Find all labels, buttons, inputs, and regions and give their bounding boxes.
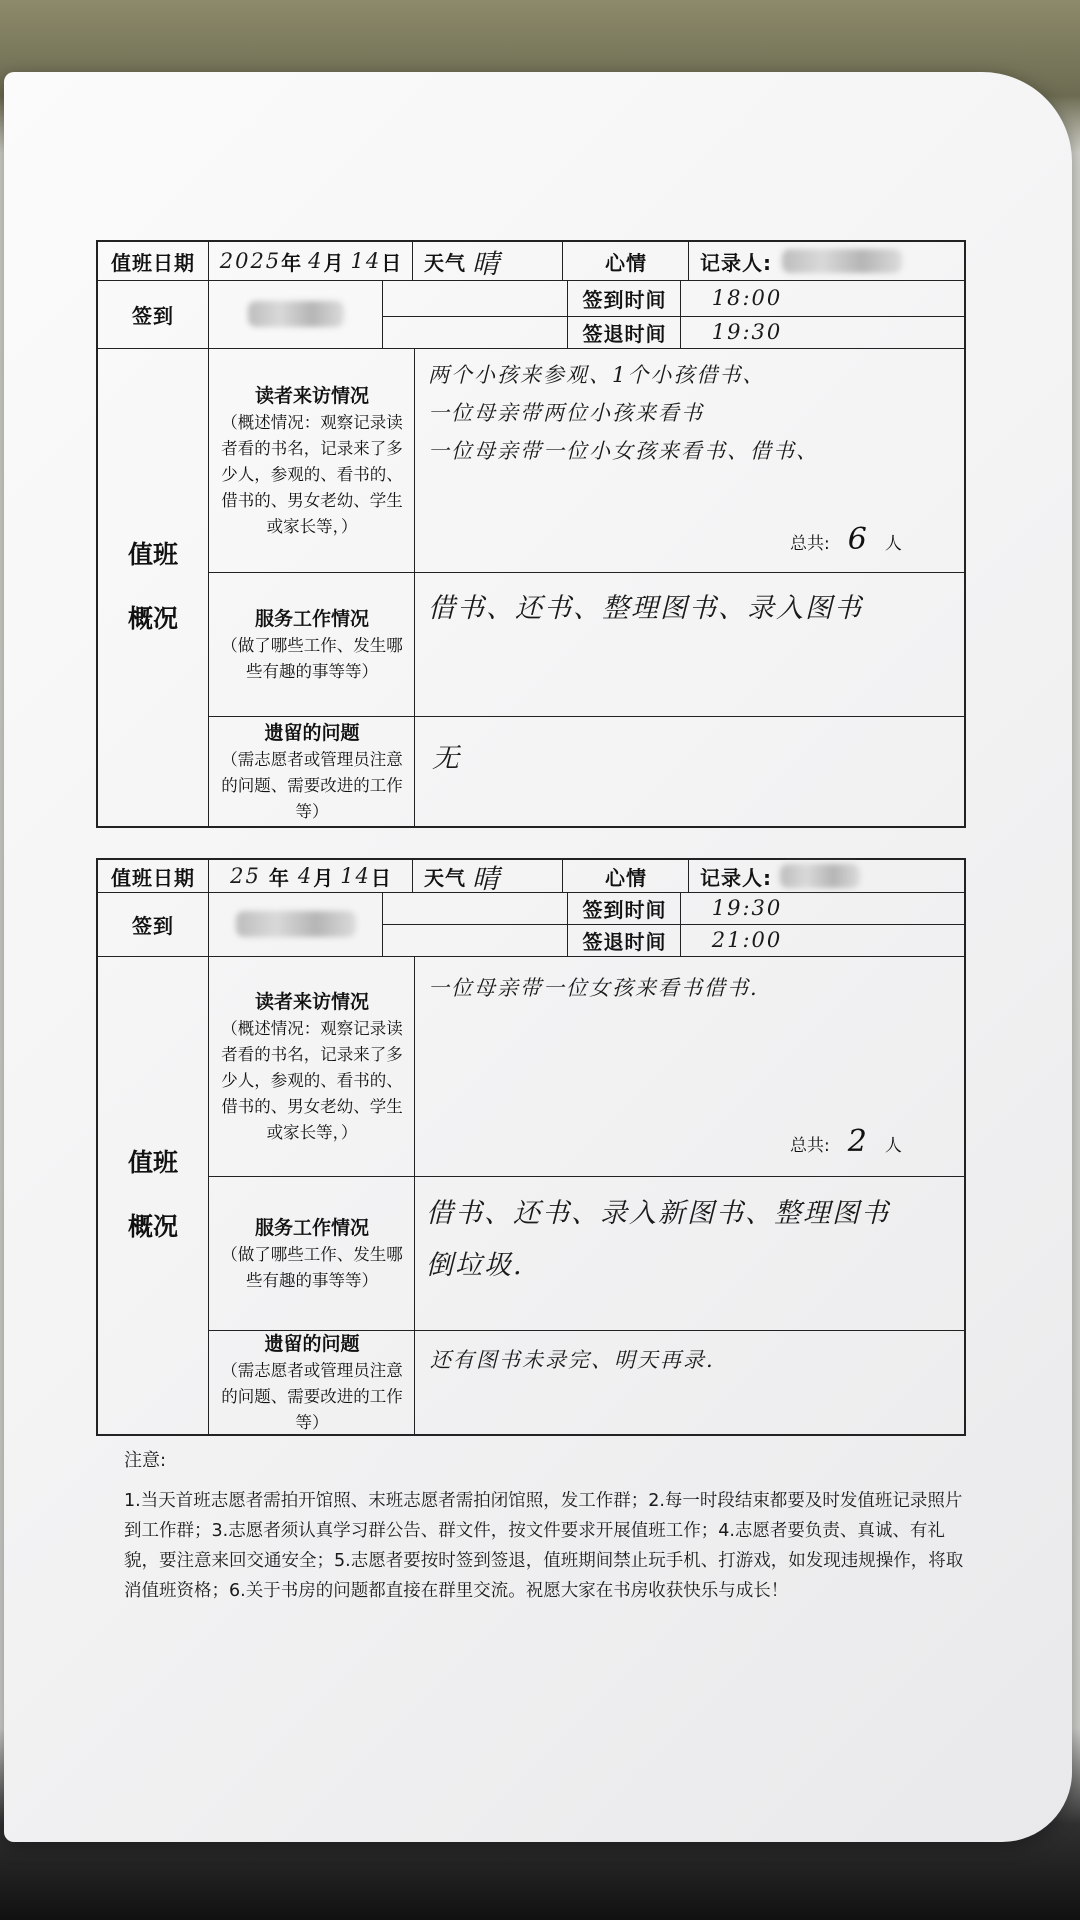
- issues-section-label: 遗留的问题 （需志愿者或管理员注意的问题、需要改进的工作等）: [221, 1332, 403, 1432]
- weather-cell: 天气 晴: [424, 863, 501, 895]
- redacted-signin-name: [248, 301, 344, 327]
- issues-section-label: 遗留的问题 （需志愿者或管理员注意的问题、需要改进的工作等）: [221, 721, 403, 821]
- signout-time-value: 19:30: [711, 320, 783, 344]
- redacted-signin-name: [236, 911, 356, 937]
- notes-heading: 注意:: [124, 1450, 167, 1471]
- redacted-recorder: [782, 249, 902, 273]
- visitors-total: 总共: 2 人: [790, 1124, 902, 1159]
- recorder-cell: 记录人:: [690, 242, 964, 280]
- redacted-recorder: [780, 864, 860, 888]
- visitors-content: 两个小孩来参观、1个小孩借书、 一位母亲带两位小孩来看书 一位母亲带一位小女孩来看书、借书、: [428, 363, 819, 463]
- recorder-cell: 记录人:: [690, 860, 964, 892]
- mood-label: 心情: [605, 250, 647, 275]
- duty-date-value: 2025 年 4 月 14 日: [219, 249, 403, 275]
- visitors-content: 一位母亲带一位女孩来看书借书.: [428, 976, 759, 1000]
- notes-body: 1.当天首班志愿者需拍开馆照、末班志愿者需拍闭馆照，发工作群；2.每一时段结束都要及时发值班记录照片到工作群；3.志愿者须认真学习群公告、群文件，按文件要求开展值班工作；4.志愿者要负责、真诚、有礼貌，要注意来回交通安全；5.志愿者要按时签到签退，值班期间禁止玩手机、打游戏，如发现违规操作，将取消值班资格；6.关于书房的问题都直接在群里交流。祝愿大家在书房收获快乐与成长！: [124, 1491, 964, 1601]
- issues-content: 还有图书未录完、明天再录.: [430, 1348, 715, 1372]
- duty-record-1: [96, 240, 966, 828]
- notes-section: [124, 1446, 974, 1606]
- signout-time-value: 21:00: [711, 928, 783, 952]
- visitors-section-label: 读者来访情况 （概述情况：观察记录读者看的书名，记录来了多少人，参观的、看书的、借书的、男女老幼、学生或家长等，）: [221, 384, 403, 536]
- duty-record-2: [96, 858, 966, 1436]
- signin-label: 签到: [132, 913, 174, 938]
- signin-name: [210, 280, 382, 348]
- signout-time-label: 签退时间: [582, 929, 667, 954]
- duty-date-value: 25 年 4 月 14 日: [230, 864, 392, 890]
- signout-time-label: 签退时间: [582, 321, 667, 346]
- signin-name: [210, 892, 382, 956]
- service-content: 借书、还书、录入新图书、整理图书 倒垃圾.: [426, 1198, 890, 1281]
- signin-time-label: 签到时间: [582, 287, 667, 312]
- service-section-label: 服务工作情况 （做了哪些工作、发生哪些有趣的事等等）: [221, 607, 403, 681]
- summary-label: 值班 概况: [127, 1148, 178, 1241]
- mood-label: 心情: [605, 865, 647, 890]
- signin-time-value: 19:30: [711, 896, 783, 920]
- service-content: 借书、还书、整理图书、录入图书: [428, 593, 863, 624]
- signin-time-label: 签到时间: [582, 897, 667, 922]
- signin-label: 签到: [132, 303, 174, 328]
- visitors-section-label: 读者来访情况 （概述情况：观察记录读者看的书名，记录来了多少人，参观的、看书的、借书的、男女老幼、学生或家长等，）: [221, 990, 403, 1142]
- summary-label: 值班 概况: [127, 540, 178, 633]
- duty-date-label: 值班日期: [111, 865, 195, 890]
- weather-cell: 天气 晴: [424, 248, 501, 280]
- signin-time-value: 18:00: [711, 286, 783, 310]
- duty-date-label: 值班日期: [111, 250, 195, 275]
- issues-content: 无: [432, 743, 461, 774]
- visitors-total: 总共: 6 人: [790, 522, 902, 557]
- service-section-label: 服务工作情况 （做了哪些工作、发生哪些有趣的事等等）: [221, 1216, 403, 1290]
